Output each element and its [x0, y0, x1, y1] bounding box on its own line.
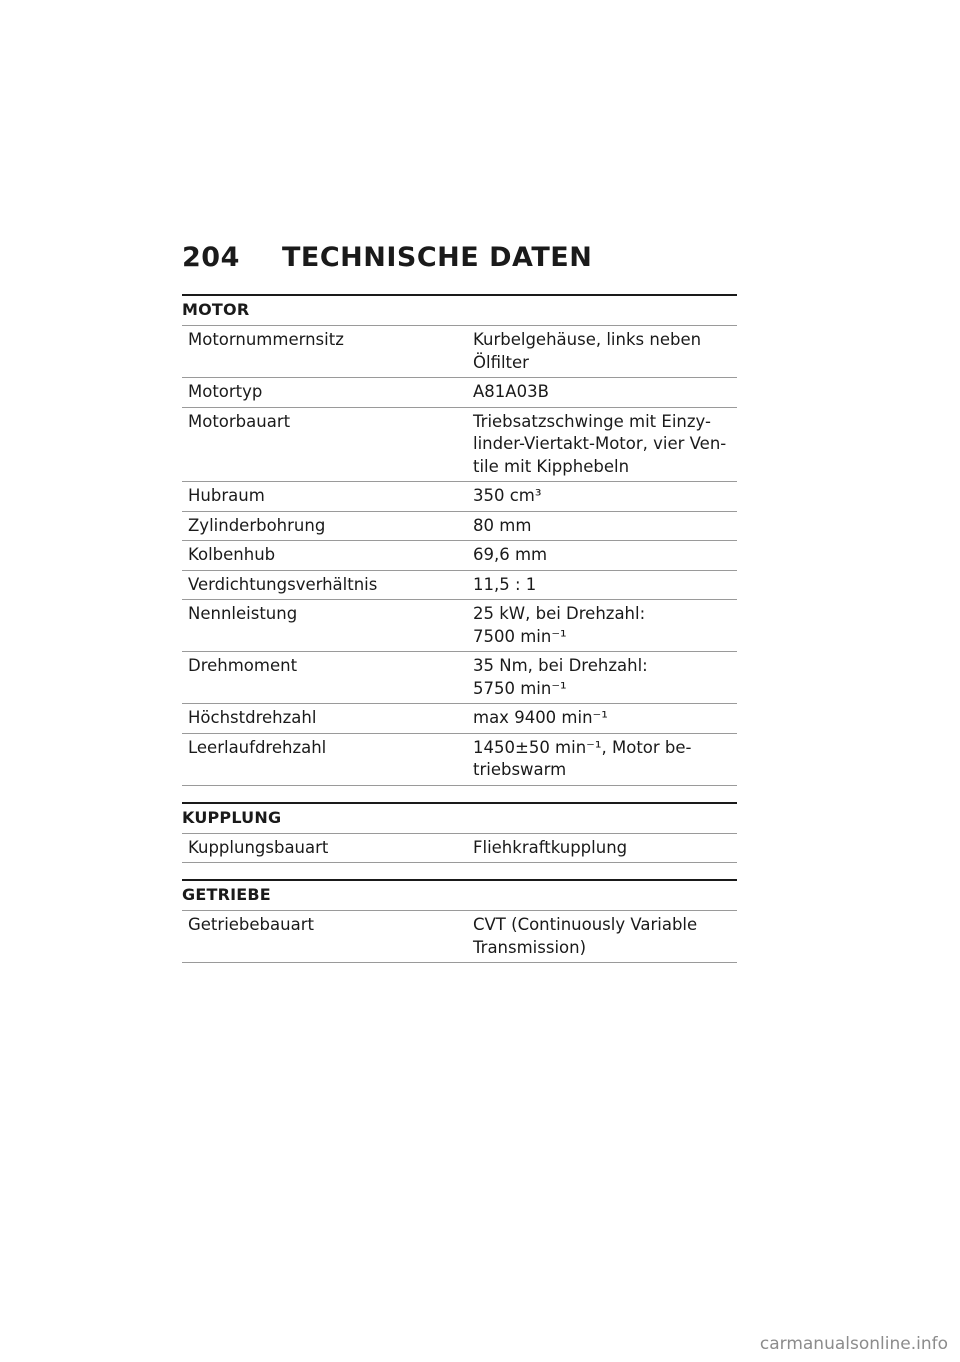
spec-label: Motortyp — [182, 378, 461, 408]
spec-label: Verdichtungsverhältnis — [182, 570, 461, 600]
page-header — [182, 242, 592, 273]
spec-value: Kurbelgehäuse, links neben Ölfilter — [461, 326, 737, 378]
spec-label: Drehmoment — [182, 652, 461, 704]
spec-table-kupplung — [182, 833, 737, 864]
spec-value: 1450±50 min⁻¹, Motor be- triebswarm — [461, 733, 737, 785]
spec-value: 11,5 : 1 — [461, 570, 737, 600]
spec-label: Zylinderbohrung — [182, 511, 461, 541]
table-row — [182, 511, 737, 541]
table-row — [182, 482, 737, 512]
watermark: carmanualsonline.info — [759, 1334, 948, 1354]
spec-label: Kupplungsbauart — [182, 833, 461, 863]
spec-value: max 9400 min⁻¹ — [461, 704, 737, 734]
spec-label: Hubraum — [182, 482, 461, 512]
table-row — [182, 570, 737, 600]
spec-value: CVT (Continuously Variable Transmission) — [461, 911, 737, 963]
section-title-getriebe: GETRIEBE — [182, 885, 271, 904]
section-title-kupplung: KUPPLUNG — [182, 807, 282, 827]
spec-label: Getriebebauart — [182, 911, 461, 963]
table-row — [182, 378, 737, 408]
table-row — [182, 911, 737, 963]
section-motor — [182, 294, 737, 786]
spec-label: Höchstdrehzahl — [182, 704, 461, 734]
spec-value: 35 Nm, bei Drehzahl: 5750 min⁻¹ — [461, 652, 737, 704]
table-row — [182, 541, 737, 571]
spec-value: Fliehkraftkupplung — [461, 833, 737, 863]
spec-label: Leerlaufdrehzahl — [182, 733, 461, 785]
table-row — [182, 600, 737, 652]
spec-label: Motorbauart — [182, 407, 461, 482]
spec-content — [182, 294, 737, 963]
table-row — [182, 733, 737, 785]
section-kupplung — [182, 802, 737, 864]
table-row — [182, 326, 737, 378]
section-getriebe — [182, 879, 737, 963]
table-row — [182, 833, 737, 863]
spec-value: 350 cm³ — [461, 482, 737, 512]
table-row — [182, 652, 737, 704]
spec-label: Nennleistung — [182, 600, 461, 652]
spec-value: 25 kW, bei Drehzahl: 7500 min⁻¹ — [461, 600, 737, 652]
spec-table-getriebe — [182, 910, 737, 963]
spec-value: Triebsatzschwinge mit Einzy- linder-Viertakt-Motor, vier Ven- tile mit Kipphebeln — [461, 407, 737, 482]
page-number: 204 — [182, 242, 240, 273]
spec-label: Motornummernsitz — [182, 326, 461, 378]
spec-value: 69,6 mm — [461, 541, 737, 571]
spec-value: A81A03B — [461, 378, 737, 408]
spec-label: Kolbenhub — [182, 541, 461, 571]
table-row — [182, 407, 737, 482]
table-row — [182, 704, 737, 734]
section-title-motor: MOTOR — [182, 300, 250, 319]
spec-table-motor — [182, 325, 737, 786]
spec-value: 80 mm — [461, 511, 737, 541]
page-title: TECHNISCHE DATEN — [282, 242, 593, 273]
